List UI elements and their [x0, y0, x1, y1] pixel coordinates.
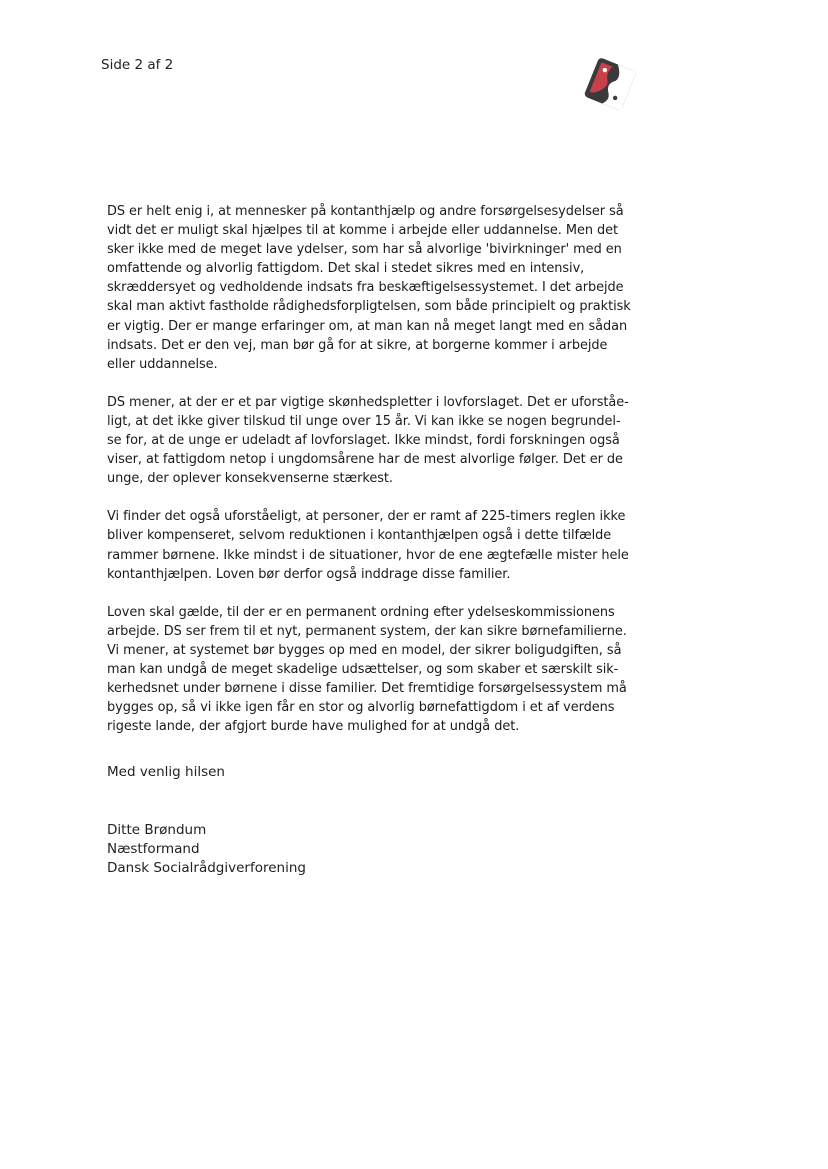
paragraph: Loven skal gælde, til der er en permanent ordning efter ydelseskommissionens arbejde. DS ser frem til et nyt, permanent system, der kan sikre børnefamilierne. Vi mener, at systemet bør bygges op med en model, der sikrer boligudgiften, så man kan undgå de meget skadelige udsættelser, og som skaber et særskilt sik- kerhedsnet under børnene i disse familier. Det fremtidige forsørgelsessystem må bygges op, så vi ikke igen får en stor og alvorlig børnefattigdom i et af verdens rigeste lande, der afgjort burde have mulighed for at undgå det. [107, 604, 627, 735]
closing-greeting: Med venlig hilsen [107, 764, 225, 780]
signer-title: Næstformand [107, 841, 200, 857]
paragraph: Vi finder det også uforståeligt, at personer, der er ramt af 225-timers reglen ikke bliver kompenseret, selvom reduktionen i kontanthjælpen også i dette tilfælde rammer børnene. Ikke mindst i de situationer, hvor de ene ægtefælle mister hele kontanthjælpen. Loven bør derfor også inddrage disse familier. [107, 509, 629, 582]
paragraph: DS er helt enig i, at mennesker på kontanthjælp og andre forsørgelsesydelser så vidt det er muligt skal hjælpes til at komme i arbejde eller uddannelse. Men det sker ikke med de meget lave ydelser, som har så alvorlige 'bivirkninger' med en omfattende og alvorlig fattigdom. Det skal i stedet sikres med en intensiv, skræddersyet og vedholdende indsats fra beskæftigelsessystemet. I det arbejde skal man aktivt fastholde rådighedsforpligtelsen, som både principielt og praktisk er vigtig. Der er mange erfaringer om, at man kan nå meget langt med en sådan indsats. Det er den vej, man bør gå for at sikre, at borgerne kommer i arbejde eller uddannelse. [107, 204, 631, 372]
signature-block [107, 821, 306, 878]
paragraph: DS mener, at der er et par vigtige skønhedspletter i lovforslaget. Det er uforståe- ligt, at det ikke giver tilskud til unge over 15 år. Vi kan ikke se nogen begrundel- se for, at de unge er udeladt af lovforslaget. Ikke mindst, fordi forskningen også viser, at fattigdom netop i ungdomsårene har de mest alvorlige følger. Det er de unge, der oplever konsekvenserne stærkest. [107, 394, 629, 487]
ds-logo-icon [580, 55, 640, 113]
letter-body [107, 202, 663, 755]
signer-organization: Dansk Socialrådgiverforening [107, 860, 306, 876]
signer-name: Ditte Brøndum [107, 822, 207, 838]
page-number: Side 2 af 2 [101, 57, 174, 73]
